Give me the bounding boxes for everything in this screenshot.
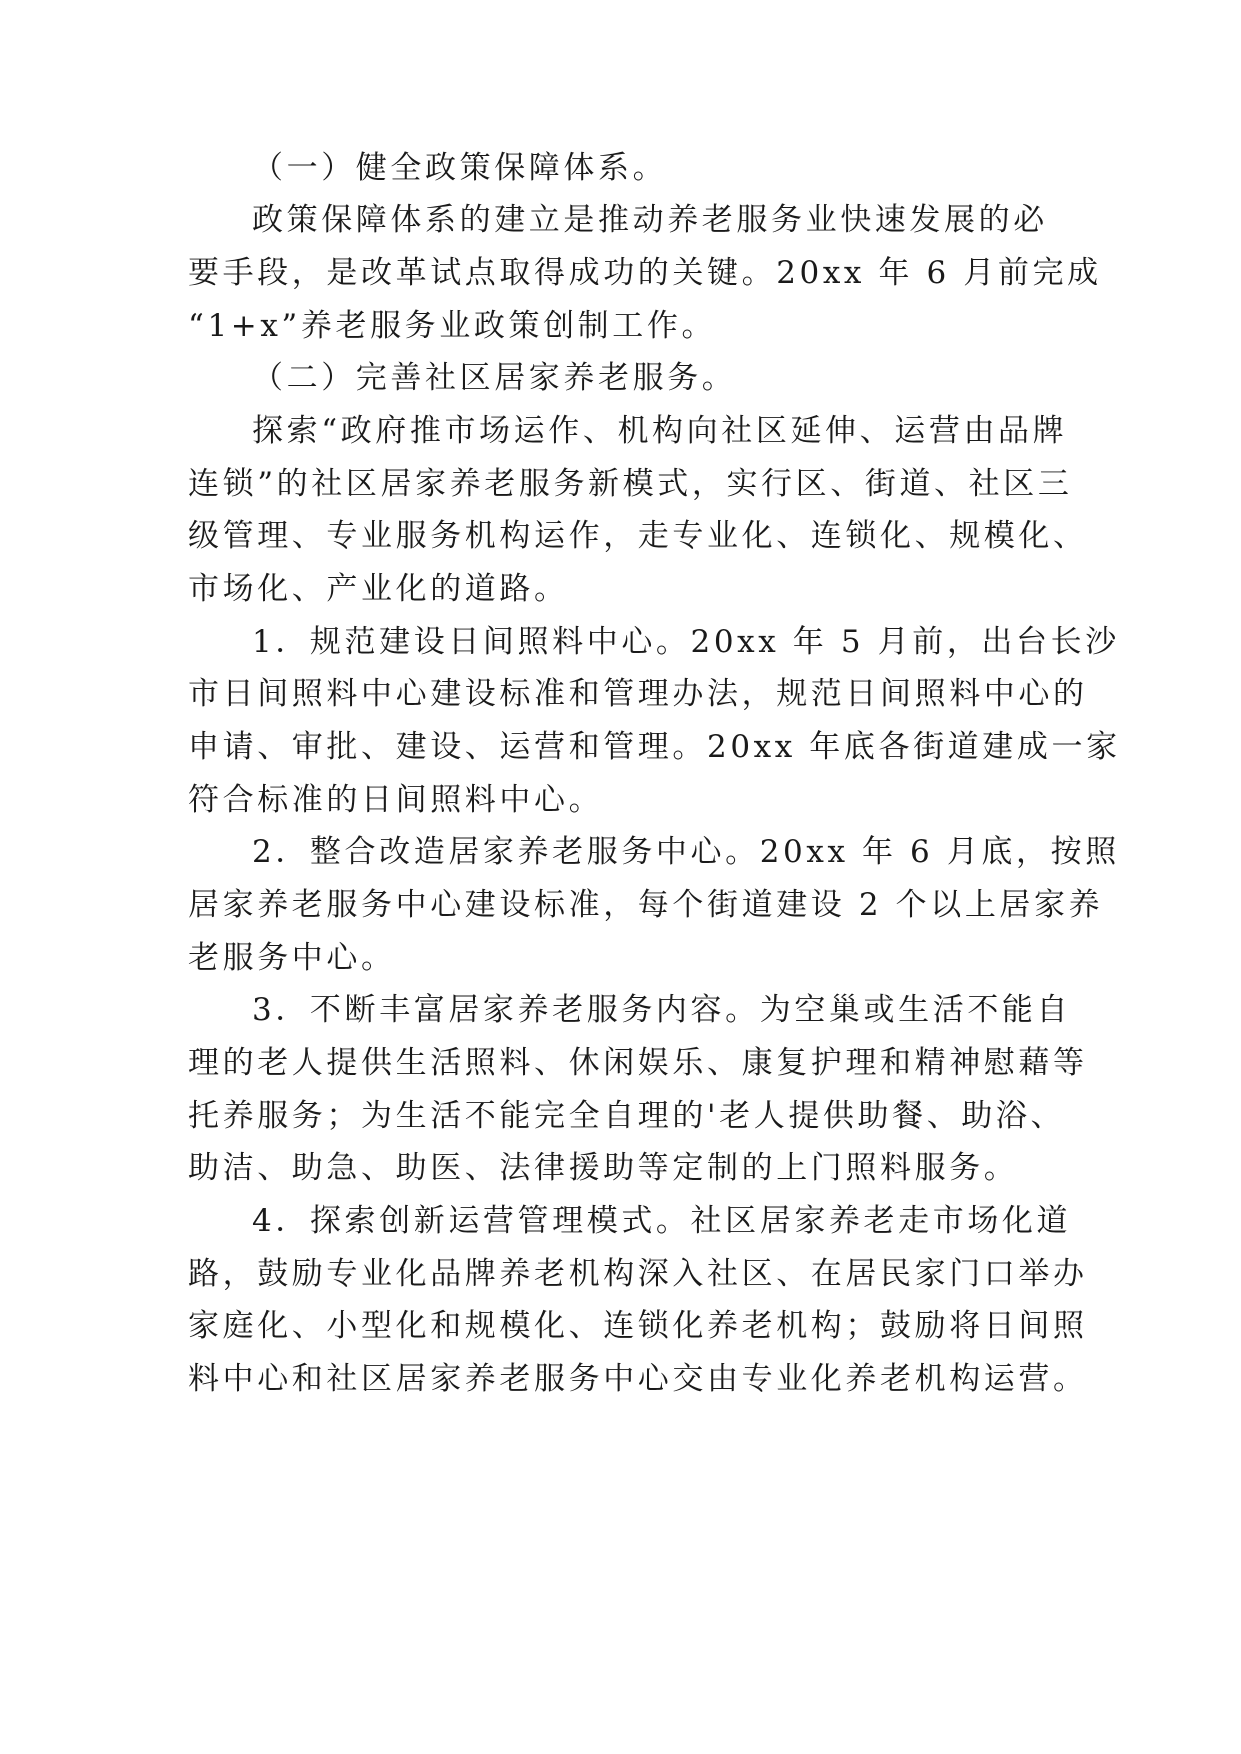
heading-section-2: （二）完善社区居家养老服务。 [252, 360, 737, 396]
paragraph-line: 政策保障体系的建立是推动养老服务业快速发展的必 [252, 202, 1048, 238]
paragraph-line: 要手段，是改革试点取得成功的关键。20xx 年 6 月前完成 [188, 255, 1102, 291]
paragraph-line: 探索“政府推市场运作、机构向社区延伸、运营由品牌 [252, 413, 1068, 449]
paragraph-line: 老服务中心。 [188, 940, 396, 976]
paragraph-line: 托养服务；为生活不能完全自理的'老人提供助餐、助浴、 [188, 1098, 1066, 1134]
list-item-3: 3．不断丰富居家养老服务内容。为空巢或生活不能自 [252, 992, 1072, 1028]
paragraph-line: 符合标准的日间照料中心。 [188, 782, 604, 818]
paragraph-line: 助洁、助急、助医、法律援助等定制的上门照料服务。 [188, 1150, 1019, 1186]
list-item-1: 1．规范建设日间照料中心。20xx 年 5 月前，出台长沙 [252, 624, 1120, 660]
paragraph-line: 居家养老服务中心建设标准，每个街道建设 2 个以上居家养 [188, 887, 1104, 923]
heading-section-1: （一）健全政策保障体系。 [252, 150, 668, 186]
paragraph-line: 理的老人提供生活照料、休闲娱乐、康复护理和精神慰藉等 [188, 1045, 1088, 1081]
paragraph-line: 申请、审批、建设、运营和管理。20xx 年底各街道建成一家 [188, 729, 1121, 765]
list-item-2: 2．整合改造居家养老服务中心。20xx 年 6 月底，按照 [252, 834, 1120, 870]
paragraph-line: 家庭化、小型化和规模化、连锁化养老机构；鼓励将日间照 [188, 1308, 1088, 1344]
paragraph-line: 市场化、产业化的道路。 [188, 571, 569, 607]
paragraph-line: 连锁”的社区居家养老服务新模式，实行区、街道、社区三 [188, 466, 1073, 502]
paragraph-line: 路，鼓励专业化品牌养老机构深入社区、在居民家门口举办 [188, 1256, 1088, 1292]
paragraph-line: 市日间照料中心建设标准和管理办法，规范日间照料中心的 [188, 676, 1088, 712]
paragraph-line: 料中心和社区居家养老服务中心交由专业化养老机构运营。 [188, 1361, 1088, 1397]
list-item-4: 4．探索创新运营管理模式。社区居家养老走市场化道 [252, 1203, 1072, 1239]
paragraph-line: 级管理、专业服务机构运作，走专业化、连锁化、规模化、 [188, 518, 1088, 554]
paragraph-line: “1+x”养老服务业政策创制工作。 [188, 308, 717, 344]
